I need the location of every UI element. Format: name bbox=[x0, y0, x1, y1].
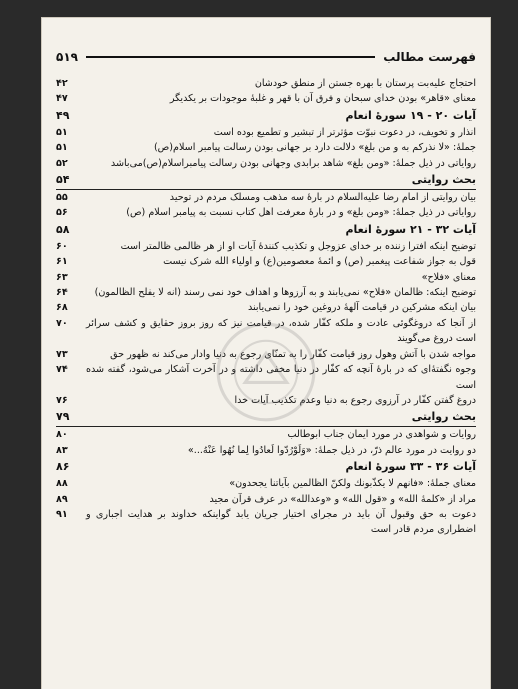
toc-entry bbox=[56, 393, 476, 408]
toc-entry-title: معنای «قاهر» بودن خدای سبحان و فرق آن با قهر و غلبهٔ موجودات بر یکدیگر bbox=[169, 93, 476, 105]
toc-entry-title: مواجه شدن با آتش وهول روز قیامت کفّار را به تمنّای رجوع به دنیا وادار می‌کند نه ظهور حق bbox=[110, 348, 476, 360]
toc-entry-page: ۶۳ bbox=[56, 271, 68, 283]
toc-entry bbox=[56, 91, 476, 106]
toc-entry bbox=[56, 427, 476, 442]
toc-entry-title: بحث روایتی bbox=[411, 173, 476, 187]
toc-entry-page: ۷۶ bbox=[56, 394, 68, 406]
toc-entry-title: از آنجا که دروغگوئی عادت و ملکه کفّار شده، در قیامت نیز که روز بروز حقایق و کشف سرائر است دروغ می‌گویند bbox=[86, 317, 476, 345]
book-page bbox=[42, 18, 490, 689]
toc-entry-title: آیات ۳۲ - ۲۱ سورهٔ انعام bbox=[345, 222, 476, 236]
toc-entry-page: ۵۱ bbox=[56, 126, 68, 138]
toc-entry-page: ۶۱ bbox=[56, 256, 68, 268]
toc-entry-page: ۸۹ bbox=[56, 493, 68, 505]
toc-entry-title: معنای جملهٔ: «فانهم لا یكذّبونك ولكنّ الظالمین بآیاتنا یجحدون» bbox=[229, 478, 476, 490]
toc-entry bbox=[56, 270, 476, 285]
toc-entry-page: ۴۲ bbox=[56, 78, 68, 89]
toc-entry-page: ۷۹ bbox=[56, 410, 70, 424]
toc-entry-page: ۵۶ bbox=[56, 207, 68, 219]
toc-entry-title: مراد از «كلمهٔ الله» و «قول الله» و «وعدالله» در عرف قرآن مجید bbox=[209, 493, 476, 505]
toc-entry bbox=[56, 140, 476, 155]
toc-entry-title: جملهٔ: «لا نذركم به و من بلغ» دلالت دارد بر جهانی بودن رسالت پیامبر اسلام(ص) bbox=[153, 142, 476, 154]
toc-entry-page: ۵۲ bbox=[56, 157, 68, 169]
toc-entry-page: ۶۴ bbox=[56, 287, 68, 299]
toc-entry bbox=[56, 285, 476, 300]
toc-entry-page: ۷۰ bbox=[56, 317, 68, 329]
toc-entry bbox=[56, 443, 476, 458]
toc-entry bbox=[56, 492, 476, 507]
toc-entry-title: وجوه نگفتهٔ‌ای که در بارهٔ آنچه که کفّار در دنیا مخفی داشته و در آخرت آشکار می‌شود، گفته شده است bbox=[86, 364, 476, 391]
toc-entry-page: ۸۸ bbox=[56, 478, 68, 490]
toc-entry-title: روایاتی در ذیل جملهٔ: «ومن بلغ» و در بارهٔ معرفت اهل کتاب نسبت به پیامبر اسلام (ص) bbox=[126, 207, 476, 219]
toc-entry-title: معنای «فلاح» bbox=[421, 271, 476, 283]
toc-entry-title: توضیح اینکه: ظالمان «فلاح» نمی‌یابند و به آرزوها و اهداف خود نمی رسند (انه لا یفلح الظالمون) bbox=[94, 287, 476, 299]
toc-entry-page: ۷۳ bbox=[56, 348, 68, 360]
toc-entry bbox=[56, 476, 476, 491]
page-header bbox=[56, 46, 476, 68]
toc-entry-title: دروغ گفتن کفّار در آرزوی رجوع به دنیا وعدم تکذیب آیات خدا bbox=[234, 394, 476, 406]
toc-entry bbox=[56, 300, 476, 315]
toc-entry-title: روایاتی در ذیل جملهٔ: «ومن بلغ» شاهد برابدی وجهانی بودن رسالت پیامبراسلام(ص)می‌باشد bbox=[110, 157, 476, 169]
toc-section-heading bbox=[56, 458, 476, 476]
toc-entry-title: توضیح اینکه افترا زننده بر خدای عزوجل و تکذیب کنندهٔ آیات او از هر ظالمی ظالمتر است bbox=[120, 240, 476, 252]
toc-section-heading bbox=[56, 107, 476, 125]
toc-entry bbox=[56, 316, 476, 347]
header-title: فهرست مطالب bbox=[383, 50, 476, 64]
toc-entry-title: بیان اینکه مشرکین در قیامت آلههٔ دروغین خود را نمی‌یابند bbox=[247, 302, 476, 314]
toc-entry-title: آیات ۳۶ - ۳۳ سورهٔ انعام bbox=[345, 460, 476, 474]
toc-entry-title: انذار و تخویف، در دعوت نبوّت مؤثرتر از تبشیر و تطمیع بوده است bbox=[213, 126, 476, 138]
toc-section-heading bbox=[56, 221, 476, 239]
toc-section-heading bbox=[56, 171, 476, 190]
toc-entry-title: روایات و شواهدی در مورد ایمان جناب ابوطالب bbox=[287, 429, 476, 441]
toc-entry bbox=[56, 156, 476, 171]
toc-entry-title: آیات ۲۰ - ۱۹ سورهٔ انعام bbox=[345, 108, 476, 122]
header-page-number: ۵۱۹ bbox=[56, 50, 78, 64]
toc-entry bbox=[56, 125, 476, 140]
toc-list bbox=[56, 76, 476, 685]
toc-entry-page: ۵۸ bbox=[56, 222, 70, 236]
toc-entry-page: ۶۸ bbox=[56, 302, 68, 314]
toc-entry-page: ۹۱ bbox=[56, 508, 68, 520]
toc-entry bbox=[56, 76, 476, 91]
toc-entry-page: ۵۵ bbox=[56, 192, 68, 204]
header-rule bbox=[86, 56, 375, 58]
toc-entry-title: احتجاج علیه‌بت پرستان با بهره جستن از منطق خودشان bbox=[254, 78, 476, 89]
toc-entry-page: ۵۴ bbox=[56, 173, 70, 187]
toc-entry-page: ۶۰ bbox=[56, 240, 68, 252]
toc-entry bbox=[56, 347, 476, 362]
toc-entry-page: ۷۴ bbox=[56, 364, 68, 376]
toc-entry bbox=[56, 362, 476, 393]
toc-entry bbox=[56, 239, 476, 254]
toc-entry-page: ۴۷ bbox=[56, 93, 68, 105]
toc-entry-page: ۴۹ bbox=[56, 108, 70, 122]
toc-entry bbox=[56, 507, 476, 538]
toc-entry-title: بیان روایتی از امام رضا علیه‌السلام در بارهٔ سه مذهب ومسلک مردم در توحید bbox=[169, 192, 476, 204]
toc-entry-page: ۸۳ bbox=[56, 444, 68, 456]
toc-entry bbox=[56, 190, 476, 205]
toc-entry-title: قول به جواز شفاعت پیغمبر (ص) و ائمهٔ معصومین(ع) و اولیاء الله شرک نیست bbox=[163, 256, 476, 268]
toc-entry bbox=[56, 205, 476, 220]
toc-entry-page: ۵۱ bbox=[56, 142, 68, 154]
toc-entry-title: بحث روایتی bbox=[411, 410, 476, 424]
toc-entry-page: ۸۰ bbox=[56, 429, 68, 441]
toc-entry-page: ۸۶ bbox=[56, 460, 70, 474]
toc-entry-title: دو روایت در مورد عالم ذرّ، در ذیل جملهٔ: «وَلَوْرُدّوا لَعادُوا لِما نُهُوا عَنْهُ...» bbox=[187, 444, 476, 456]
toc-section-heading bbox=[56, 408, 476, 427]
toc-entry bbox=[56, 254, 476, 269]
toc-entry-title: دعوت به حق وقبول آن باید در مجرای اختیار جریان یابد گواینکه خداوند بر هدایت اجباری و اضطراری مردم قادر است bbox=[86, 508, 476, 536]
